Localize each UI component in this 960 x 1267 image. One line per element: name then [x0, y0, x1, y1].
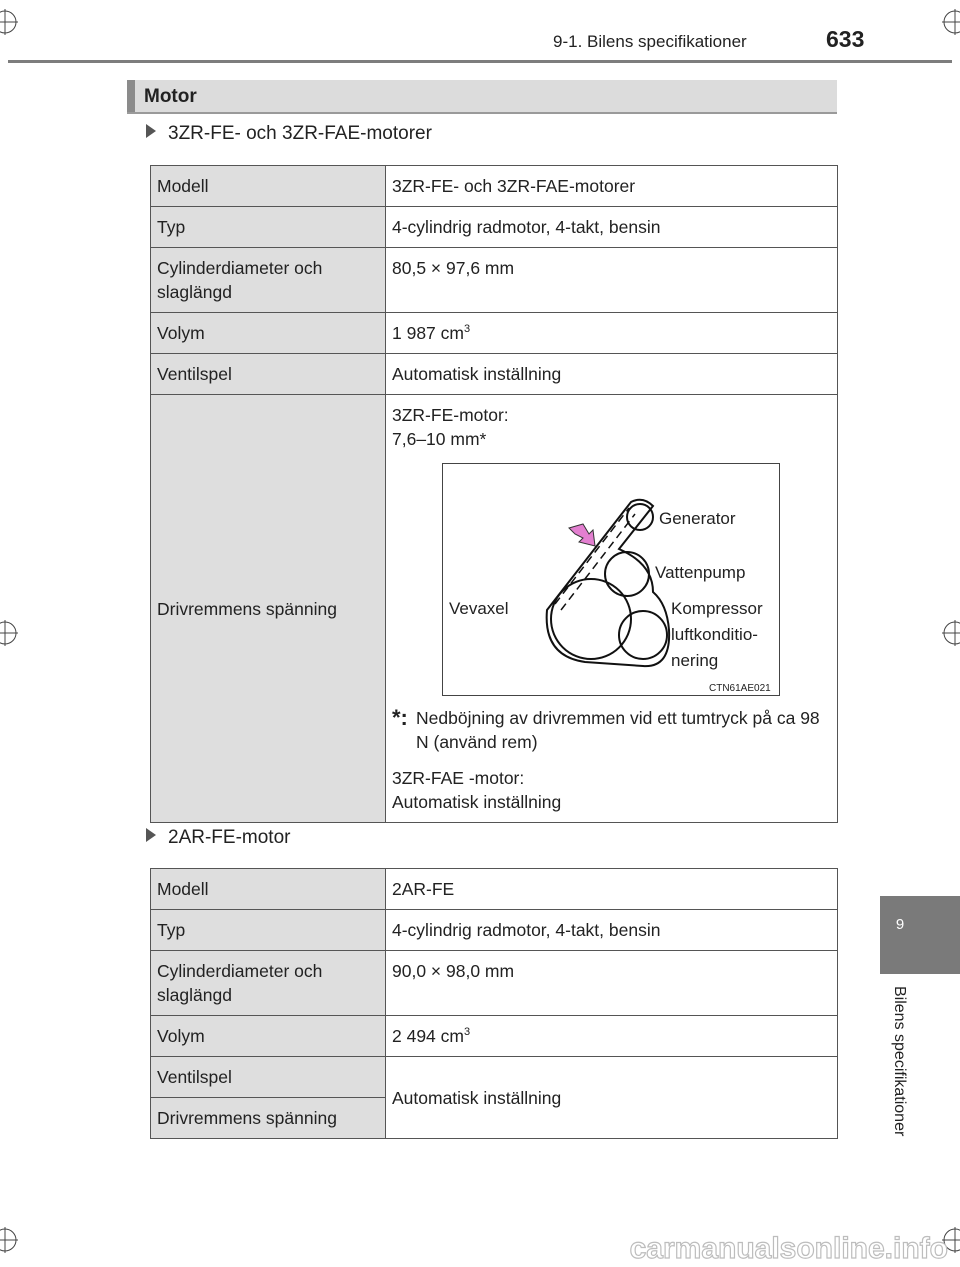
- label-compressor-line-2: luftkonditio-: [671, 625, 758, 644]
- belt-fae-value: Automatisk inställning: [392, 792, 562, 812]
- section-header-underline: [127, 112, 837, 114]
- table-row: [151, 1057, 838, 1098]
- cell-label: Typ: [151, 910, 386, 951]
- cell-label: Ventilspel: [151, 1057, 386, 1098]
- belt-fe-title: 3ZR-FE-motor:: [392, 405, 509, 425]
- drive-belt-figure: [442, 463, 780, 696]
- section-title: Motor: [144, 86, 197, 107]
- label-compressor-line-3: nering: [671, 651, 719, 670]
- table-row: [151, 951, 838, 1016]
- subsection-heading-2ar-text: 2AR-FE-motor: [168, 827, 291, 848]
- watermark: [580, 1226, 960, 1267]
- watermark-text: carmanualsonline.info: [629, 1232, 948, 1265]
- table-row: [151, 869, 838, 910]
- page-number: 633: [826, 26, 865, 52]
- cell-label: Ventilspel: [151, 354, 386, 395]
- cell-value: 2AR-FE: [386, 869, 838, 910]
- belt-fe-value: 7,6–10 mm*: [392, 429, 487, 449]
- spec-table-2ar: [150, 868, 838, 1139]
- cell-value: 3ZR-FE- och 3ZR-FAE-motorer: [386, 166, 838, 207]
- cell-label: Cylinderdiameter och slaglängd: [151, 951, 386, 1016]
- cell-value: Automatisk inställning: [386, 1057, 838, 1139]
- cell-value: [386, 313, 838, 354]
- water-pump-pulley: [605, 552, 649, 596]
- cell-value: [386, 395, 838, 823]
- cell-value: 90,0 × 98,0 mm: [386, 951, 838, 1016]
- figure-code: CTN61AE021: [709, 683, 771, 694]
- table-row: [151, 166, 838, 207]
- label-water-pump: Vattenpump: [655, 563, 746, 582]
- subsection-heading-2ar: [146, 827, 290, 849]
- cell-value: [386, 1016, 838, 1057]
- footnote-text: Nedböjning av drivremmen vid ett tumtryck på ca 98 N (använd rem): [416, 708, 820, 752]
- header-divider: [8, 60, 952, 63]
- compressor-pulley: [619, 611, 667, 659]
- cell-label: Volym: [151, 1016, 386, 1057]
- cell-label: Modell: [151, 166, 386, 207]
- volume-unit-superscript: 3: [463, 1026, 471, 1039]
- table-row: [151, 395, 838, 823]
- table-row: [151, 207, 838, 248]
- cell-label: Cylinderdiameter och slaglängd: [151, 248, 386, 313]
- volume-value: 1 987 cm: [392, 323, 464, 343]
- cell-label: Drivremmens spänning: [151, 1098, 386, 1139]
- table-row: [151, 313, 838, 354]
- cell-value: 4-cylindrig radmotor, 4-takt, bensin: [386, 910, 838, 951]
- spec-table-3zr: [150, 165, 838, 823]
- cell-label: Typ: [151, 207, 386, 248]
- cell-value: Automatisk inställning: [386, 354, 838, 395]
- push-arrow-icon: [569, 524, 595, 546]
- volume-value: 2 494 cm: [392, 1026, 464, 1046]
- chapter-tab-number: 9: [895, 916, 905, 933]
- generator-pulley: [627, 504, 653, 530]
- triangle-bullet-icon: [146, 124, 156, 138]
- footnote: [392, 706, 831, 754]
- subsection-heading-3zr: [146, 123, 432, 145]
- chapter-tab: [880, 896, 960, 974]
- table-row: [151, 354, 838, 395]
- cell-label: Volym: [151, 313, 386, 354]
- triangle-bullet-icon: [146, 828, 156, 842]
- chapter-tab-label: Bilens specifikationer: [891, 986, 908, 1137]
- cell-value: 80,5 × 97,6 mm: [386, 248, 838, 313]
- label-crankshaft: Vevaxel: [449, 599, 509, 618]
- label-compressor-line-1: Kompressor: [671, 599, 763, 618]
- belt-fae-title: 3ZR-FAE -motor:: [392, 768, 525, 788]
- footnote-marker: *:: [392, 705, 408, 730]
- label-generator: Generator: [659, 509, 736, 528]
- section-header-bar: [127, 80, 837, 112]
- cell-value: 4-cylindrig radmotor, 4-takt, bensin: [386, 207, 838, 248]
- subsection-heading-3zr-text: 3ZR-FE- och 3ZR-FAE-motorer: [168, 123, 432, 144]
- table-row: [151, 248, 838, 313]
- cell-label: Modell: [151, 869, 386, 910]
- cell-label: Drivremmens spänning: [151, 395, 386, 823]
- header-section-title: 9-1. Bilens specifikationer: [553, 32, 747, 51]
- table-row: [151, 910, 838, 951]
- volume-unit-superscript: 3: [463, 323, 471, 336]
- table-row: [151, 1016, 838, 1057]
